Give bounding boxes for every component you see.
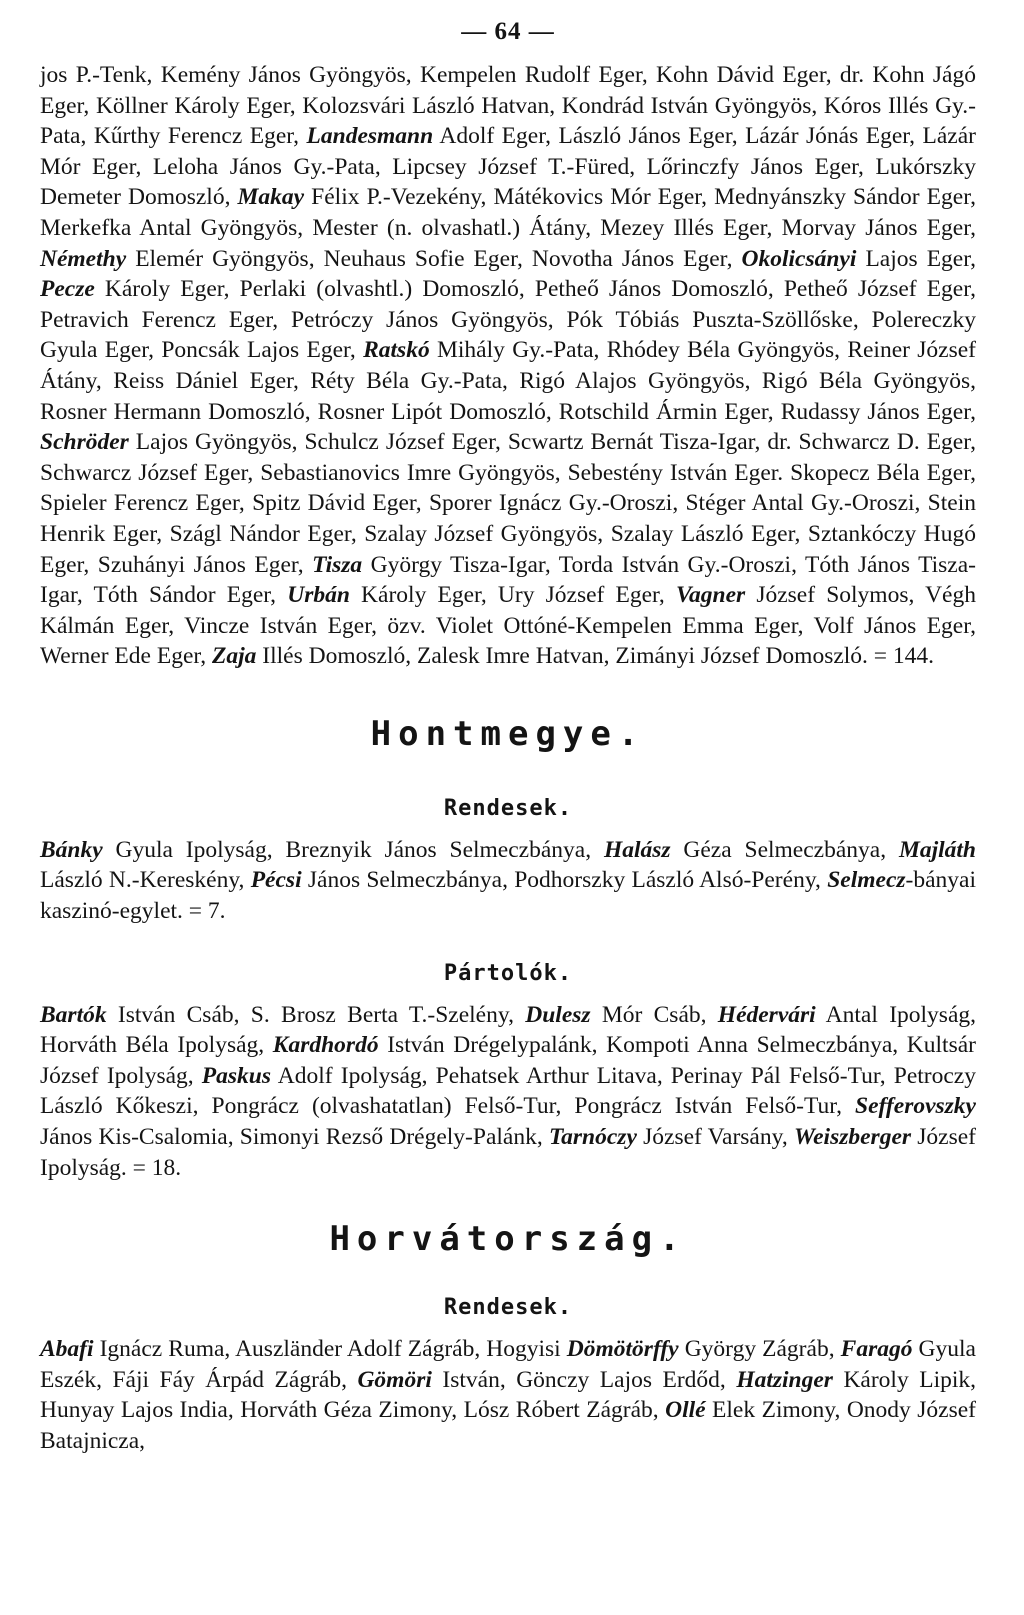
member-name-emphasis: Kardhordó <box>272 1032 379 1059</box>
member-list-text: Adolf Eger, László János Eger, Lázár Jónás Eger, Lázár Mór Eger, Leloha János Gy.-Pata, Lipcsey József T.-Füred, Lőrinczfy János Eger, Lukórszky Demeter Domoszló, <box>40 123 976 211</box>
member-name-emphasis: Dulesz <box>525 1001 591 1028</box>
member-name-emphasis: Tisza <box>312 551 363 578</box>
member-name-emphasis: Bartók <box>40 1001 107 1028</box>
member-list-text: Mór Csáb, <box>590 1001 718 1028</box>
horvat-region-title: Horvátország. <box>329 1219 687 1260</box>
member-name-emphasis: Halász <box>603 836 671 863</box>
member-list-text: Lajos Eger, <box>856 245 976 272</box>
member-list-text: Félix P.-Vezekény, Mátékovics Mór Eger, Mednyánszky Sándor Eger, Merkefka Antal Gyöngyös, Mester (n. olvashatl.) Átány, Mezey Illés Eger, Morvay János Eger, <box>40 184 976 241</box>
member-name-emphasis: Okolicsányi <box>741 245 857 272</box>
member-list-text: -bányai kaszinó-egylet. = 7. <box>40 867 976 925</box>
member-name-emphasis: Weiszberger <box>793 1124 912 1151</box>
horvat-rendesek-paragraph <box>40 1334 976 1456</box>
member-name-emphasis: Ollé <box>665 1397 706 1424</box>
member-list-text: István Drégelypalánk, Kompoti Anna Selmeczbánya, Kultsár József Ipolyság, <box>40 1032 976 1089</box>
member-list-text: Károly Eger, Ury József Eger, <box>349 582 676 609</box>
member-list-text: Géza Selmeczbánya, <box>670 836 899 863</box>
hont-region-title: Hontmegye. <box>370 713 646 754</box>
member-list-text: György Tisza-Igar, Torda István Gy.-Oroszi, Tóth János Tisza-Igar, Tóth Sándor Eger, <box>40 551 976 609</box>
member-list-text: János Selmeczbánya, Podhorszky László Alsó-Perény, <box>301 867 828 894</box>
member-list-text: József Ipolyság. = 18. <box>40 1124 976 1181</box>
member-name-emphasis: Zaja <box>212 643 257 670</box>
page-number: — 64 — <box>461 18 555 45</box>
member-list-text: Elek Zimony, Onody József Batajnicza, <box>40 1397 976 1454</box>
member-list-text: jos P.-Tenk, Kemény János Gyöngyös, Kempelen Rudolf Eger, Kohn Dávid Eger, dr. Kohn Jágó Eger, Köllner Károly Eger, Kolozsvári László Hatvan, Kondrád István Gyöngyös, Kóros Illés Gy.-Pata, Kűrthy Ferencz Eger, <box>40 62 976 150</box>
member-list-text: Adolf Ipolyság, Pehatsek Arthur Litava, Perinay Pál Felső-Tur, Petroczy László Kőkeszi, Pongrácz (olvashatatlan) Felső-Tur, Pongrácz István Felső-Tur, <box>40 1062 976 1120</box>
hont-partolok-paragraph <box>40 1000 976 1184</box>
member-list-text: Illés Domoszló, Zalesk Imre Hatvan, Zimányi József Domoszló. = 144. <box>256 643 935 670</box>
member-list-text: Ignácz Ruma, Auszländer Adolf Zágráb, Hogyisi <box>93 1336 567 1363</box>
member-name-emphasis: Schröder <box>40 429 129 456</box>
member-list-text: Elemér Gyöngyös, Neuhaus Sofie Eger, Novotha János Eger, <box>126 245 742 272</box>
member-name-emphasis: Majláth <box>898 836 976 863</box>
member-name-emphasis: Gömöri <box>357 1366 432 1393</box>
member-name-emphasis: Makay <box>237 184 305 211</box>
member-name-emphasis: Tarnóczy <box>548 1124 637 1151</box>
member-name-emphasis: Abafi <box>40 1336 94 1363</box>
member-list-text: László N.-Kereskény, <box>40 867 251 894</box>
member-name-emphasis: Paskus <box>201 1062 271 1089</box>
member-name-emphasis: Faragó <box>840 1336 913 1363</box>
member-name-emphasis: Némethy <box>40 245 127 272</box>
member-name-emphasis: Ratskó <box>363 337 430 364</box>
horvat-rendesek-heading: Rendesek. <box>443 1295 573 1321</box>
member-name-emphasis: Hédervári <box>717 1001 816 1028</box>
member-name-emphasis: Sefferovszky <box>855 1093 976 1120</box>
hont-rendesek-heading: Rendesek. <box>443 795 573 821</box>
hont-partolok-heading: Pártolók. <box>443 960 573 986</box>
member-name-emphasis: Selmecz <box>827 867 906 894</box>
hont-rendesek-paragraph <box>40 835 976 927</box>
member-list-text: Lajos Gyöngyös, Schulcz József Eger, Scwartz Bernát Tisza-Igar, dr. Schwarcz D. Eger, Schwarcz József Eger, Sebastianovics Imre Gyöngyös, Sebestény István Eger. Skopecz Béla Eger, Spieler Ferencz Eger, Spitz Dávid Eger, Sporer Ignácz Gy.-Oroszi, Stéger Antal Gy.-Oroszi, Stein Henrik Eger, Szágl Nándor Eger, Szalay József Gyöngyös, Szalay László Eger, Sztankóczy Hugó Eger, Szuhányi János Eger, <box>40 429 976 578</box>
member-name-emphasis: Vagner <box>675 582 746 609</box>
member-list-text: István Csáb, S. Brosz Berta T.-Szelény, <box>106 1001 526 1028</box>
member-name-emphasis: Pécsi <box>250 867 302 894</box>
member-list-text: Károly Eger, Perlaki (olvashtl.) Domoszló, Petheő János Domoszló, Petheő József Eger, Petravich Ferencz Eger, Petróczy János Gyöngyös, Pók Tóbiás Puszta-Szöllőske, Polereczky Gyula Eger, Poncsák Lajos Eger, <box>40 276 976 364</box>
member-list-text: György Zágráb, <box>678 1336 841 1363</box>
member-list-text: Mihály Gy.-Pata, Rhódey Béla Gyöngyös, Reiner József Átány, Reiss Dániel Eger, Réty Béla Gy.-Pata, Rigó Alajos Gyöngyös, Rigó Béla Gyöngyös, Rosner Hermann Domoszló, Rosner Lipót Domoszló, Rotschild Ármin Eger, Rudassy János Eger, <box>40 337 976 425</box>
member-name-emphasis: Hatzinger <box>736 1366 833 1393</box>
heves-rendesek-paragraph <box>40 60 976 672</box>
member-list-text: József Varsány, <box>636 1124 794 1151</box>
member-name-emphasis: Pecze <box>40 276 95 303</box>
member-name-emphasis: Bánky <box>40 836 103 863</box>
member-list-text: István, Gönczy Lajos Erdőd, <box>431 1366 737 1393</box>
member-list-text: Károly Lipik, Hunyay Lajos India, Horváth Géza Zimony, Lósz Róbert Zágráb, <box>40 1366 977 1424</box>
member-list-text: János Kis-Csalomia, Simonyi Rezső Drégely-Palánk, <box>40 1124 549 1151</box>
member-name-emphasis: Urbán <box>287 582 350 609</box>
member-name-emphasis: Landesmann <box>306 123 434 150</box>
member-list-text: Gyula Ipolyság, Breznyik János Selmeczbánya, <box>102 836 604 863</box>
member-list-text: Antal Ipolyság, Horváth Béla Ipolyság, <box>40 1001 976 1059</box>
member-name-emphasis: Dömötörffy <box>566 1336 679 1363</box>
member-list-text: Gyula Eszék, Fáji Fáy Árpád Zágráb, <box>40 1336 976 1393</box>
member-list-text: József Solymos, Végh Kálmán Eger, Vincze István Eger, özv. Violet Ottóné-Kempelen Emma Eger, Volf János Eger, Werner Ede Eger, <box>40 582 976 670</box>
